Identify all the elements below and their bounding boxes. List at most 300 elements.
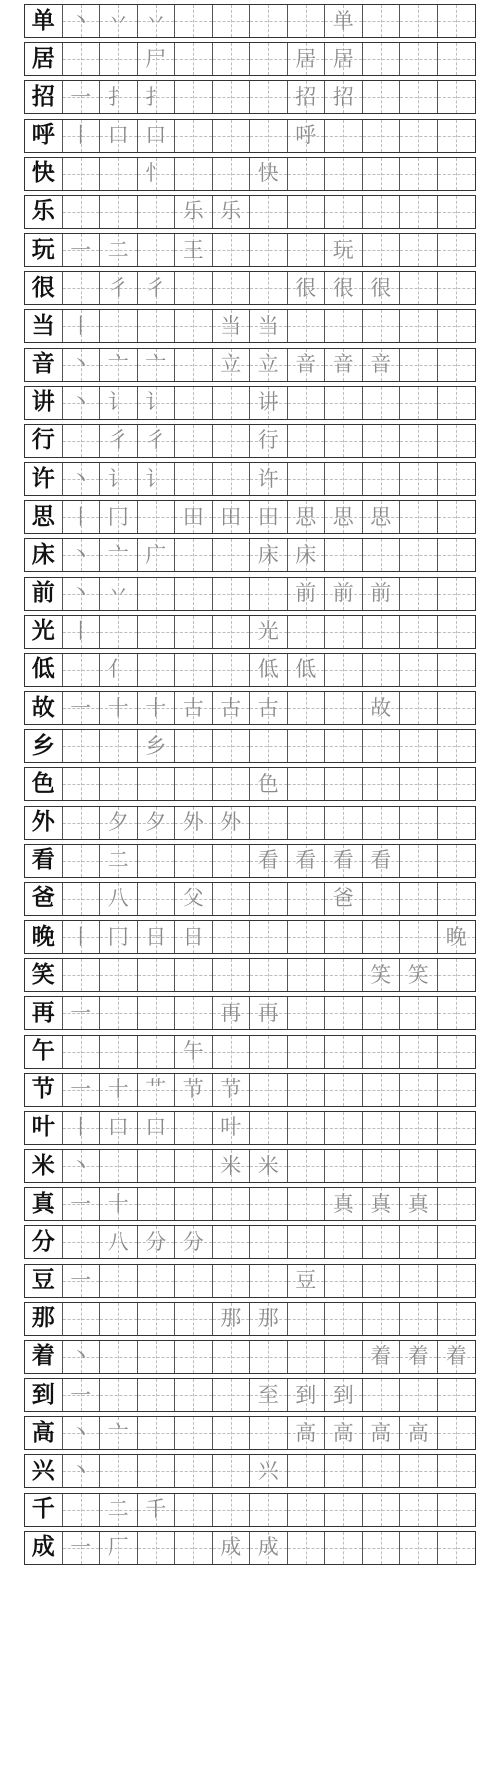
stroke-step-cell: [400, 1226, 438, 1258]
stroke-step-glyph: 二: [107, 237, 129, 262]
character-cell: [25, 463, 63, 495]
practice-row: [24, 1073, 476, 1107]
stroke-step-cell: [400, 234, 438, 266]
stroke-step-cell: [63, 501, 101, 533]
stroke-step-cell: [400, 196, 438, 228]
stroke-step-cell: [175, 959, 213, 991]
stroke-step-glyph: 古: [220, 695, 242, 720]
stroke-step-glyph: 行: [257, 428, 279, 453]
stroke-step-cell: [250, 1112, 288, 1144]
stroke-step-glyph: 丨: [70, 504, 92, 529]
stroke-step-cell: [250, 1455, 288, 1487]
stroke-step-cell: [363, 692, 401, 724]
stroke-step-glyph: 至: [257, 1382, 279, 1407]
stroke-step-cell: [175, 234, 213, 266]
stroke-step-cell: [175, 1188, 213, 1220]
stroke-step-cell: [213, 120, 251, 152]
stroke-step-glyph: 口: [145, 1115, 167, 1140]
practice-row: [24, 729, 476, 763]
stroke-step-cell: [250, 730, 288, 762]
stroke-step-cell: [213, 310, 251, 342]
stroke-step-glyph: 很: [370, 275, 392, 300]
stroke-step-cell: [250, 807, 288, 839]
stroke-step-cell: [63, 997, 101, 1029]
stroke-step-cell: [363, 463, 401, 495]
stroke-step-cell: [363, 387, 401, 419]
stroke-step-cell: [400, 1455, 438, 1487]
stroke-step-cell: [100, 234, 138, 266]
stroke-step-glyph: 十: [107, 1191, 129, 1216]
stroke-step-cell: [138, 1455, 176, 1487]
stroke-step-glyph: 低: [257, 657, 279, 682]
stroke-step-cell: [138, 1226, 176, 1258]
stroke-step-cell: [175, 692, 213, 724]
stroke-step-cell: [175, 1303, 213, 1335]
practice-row: [24, 653, 476, 687]
stroke-step-glyph: 忄: [145, 161, 167, 186]
stroke-step-cell: [100, 959, 138, 991]
stroke-step-glyph: 一: [70, 237, 92, 262]
stroke-step-glyph: 看: [332, 848, 354, 873]
stroke-step-cell: [175, 921, 213, 953]
stroke-step-glyph: 一: [70, 1000, 92, 1025]
practice-row: [24, 691, 476, 725]
stroke-step-cell: [138, 1188, 176, 1220]
character-cell: [25, 539, 63, 571]
stroke-step-cell: [213, 1036, 251, 1068]
stroke-step-cell: [138, 616, 176, 648]
stroke-step-cell: [400, 272, 438, 304]
stroke-step-cell: [100, 1226, 138, 1258]
stroke-step-cell: [288, 730, 326, 762]
stroke-step-glyph: 丨: [70, 619, 92, 644]
stroke-step-glyph: 着: [370, 1344, 392, 1369]
stroke-step-cell: [438, 921, 476, 953]
model-character: 讲: [31, 389, 55, 416]
stroke-step-glyph: 扌: [107, 84, 129, 109]
stroke-step-cell: [400, 730, 438, 762]
stroke-step-cell: [100, 463, 138, 495]
stroke-step-cell: [63, 616, 101, 648]
stroke-step-cell: [325, 1188, 363, 1220]
stroke-step-glyph: 古: [182, 695, 204, 720]
stroke-step-cell: [250, 845, 288, 877]
stroke-step-glyph: 当: [220, 313, 242, 338]
model-character: 外: [31, 809, 55, 836]
stroke-step-cell: [325, 1379, 363, 1411]
model-character: 色: [31, 770, 55, 797]
model-character: 招: [31, 83, 55, 110]
stroke-step-glyph: 看: [295, 848, 317, 873]
stroke-step-cell: [363, 234, 401, 266]
stroke-step-glyph: 一: [70, 1535, 92, 1560]
stroke-step-cell: [213, 5, 251, 37]
stroke-step-cell: [400, 425, 438, 457]
stroke-step-cell: [138, 272, 176, 304]
stroke-step-cell: [100, 768, 138, 800]
model-character: 叶: [31, 1114, 55, 1141]
stroke-step-cell: [63, 463, 101, 495]
practice-row: [24, 958, 476, 992]
model-character: 行: [31, 427, 55, 454]
stroke-step-cell: [400, 768, 438, 800]
stroke-step-cell: [213, 43, 251, 75]
stroke-step-cell: [175, 349, 213, 381]
stroke-step-cell: [288, 616, 326, 648]
stroke-step-cell: [250, 654, 288, 686]
practice-row: [24, 538, 476, 572]
stroke-step-cell: [438, 349, 476, 381]
practice-row: [24, 1225, 476, 1259]
stroke-step-cell: [100, 616, 138, 648]
stroke-step-glyph: 前: [332, 581, 354, 606]
character-cell: [25, 81, 63, 113]
character-cell: [25, 5, 63, 37]
stroke-step-cell: [363, 578, 401, 610]
stroke-step-cell: [63, 1379, 101, 1411]
stroke-step-cell: [438, 807, 476, 839]
stroke-step-cell: [213, 959, 251, 991]
stroke-step-cell: [400, 959, 438, 991]
stroke-step-glyph: 高: [370, 1420, 392, 1445]
stroke-step-glyph: 丨: [70, 924, 92, 949]
stroke-step-cell: [288, 196, 326, 228]
stroke-step-cell: [438, 959, 476, 991]
stroke-step-glyph: 招: [295, 84, 317, 109]
stroke-step-cell: [100, 654, 138, 686]
stroke-step-glyph: 口: [107, 1115, 129, 1140]
stroke-step-cell: [438, 1379, 476, 1411]
stroke-step-glyph: 呼: [295, 123, 317, 147]
stroke-step-cell: [325, 578, 363, 610]
stroke-step-glyph: 冂: [107, 924, 129, 949]
stroke-step-cell: [138, 1150, 176, 1182]
stroke-step-cell: [400, 883, 438, 915]
stroke-step-cell: [400, 1494, 438, 1526]
stroke-step-cell: [288, 539, 326, 571]
character-cell: [25, 1341, 63, 1373]
stroke-step-glyph: 十: [145, 695, 167, 720]
stroke-step-glyph: 丶: [70, 8, 92, 33]
stroke-step-cell: [250, 921, 288, 953]
stroke-step-cell: [288, 1455, 326, 1487]
stroke-step-glyph: 丶: [70, 542, 92, 567]
stroke-step-cell: [325, 349, 363, 381]
stroke-step-cell: [288, 43, 326, 75]
model-character: 故: [31, 694, 55, 721]
practice-row: [24, 1416, 476, 1450]
stroke-step-cell: [325, 463, 363, 495]
stroke-step-cell: [63, 768, 101, 800]
stroke-step-glyph: 再: [257, 1000, 279, 1025]
practice-row: [24, 1378, 476, 1412]
stroke-step-cell: [363, 5, 401, 37]
stroke-step-cell: [100, 1188, 138, 1220]
stroke-step-cell: [288, 234, 326, 266]
stroke-step-cell: [438, 1455, 476, 1487]
stroke-step-glyph: 着: [407, 1344, 429, 1369]
stroke-step-cell: [63, 1226, 101, 1258]
stroke-step-cell: [438, 501, 476, 533]
stroke-step-cell: [175, 807, 213, 839]
stroke-step-cell: [438, 1532, 476, 1564]
stroke-step-cell: [100, 81, 138, 113]
stroke-step-glyph: 思: [370, 504, 392, 529]
stroke-step-glyph: 十: [107, 695, 129, 720]
character-cell: [25, 1036, 63, 1068]
stroke-step-cell: [250, 1303, 288, 1335]
practice-row: [24, 233, 476, 267]
stroke-step-cell: [325, 692, 363, 724]
stroke-step-cell: [138, 883, 176, 915]
practice-row: [24, 1493, 476, 1527]
stroke-step-cell: [100, 692, 138, 724]
stroke-step-cell: [288, 883, 326, 915]
character-cell: [25, 616, 63, 648]
stroke-step-glyph: 王: [182, 237, 204, 262]
practice-row: [24, 1187, 476, 1221]
stroke-step-cell: [213, 883, 251, 915]
stroke-step-cell: [363, 1417, 401, 1449]
stroke-step-cell: [363, 883, 401, 915]
stroke-step-cell: [325, 234, 363, 266]
stroke-step-cell: [325, 120, 363, 152]
stroke-step-cell: [100, 310, 138, 342]
practice-row: [24, 42, 476, 76]
model-character: 很: [31, 274, 55, 301]
stroke-step-cell: [400, 1188, 438, 1220]
stroke-step-cell: [438, 845, 476, 877]
practice-row: [24, 1111, 476, 1145]
stroke-step-cell: [363, 539, 401, 571]
stroke-step-cell: [438, 1417, 476, 1449]
stroke-step-cell: [288, 768, 326, 800]
practice-row: [24, 882, 476, 916]
stroke-step-cell: [100, 501, 138, 533]
stroke-step-cell: [138, 578, 176, 610]
stroke-step-cell: [400, 1074, 438, 1106]
model-character: 玩: [31, 236, 55, 263]
stroke-step-glyph: 彳: [145, 428, 167, 453]
stroke-step-cell: [213, 845, 251, 877]
stroke-step-glyph: 丶: [70, 1458, 92, 1483]
stroke-step-cell: [363, 1150, 401, 1182]
character-cell: [25, 1417, 63, 1449]
stroke-step-glyph: 日: [145, 924, 167, 949]
stroke-step-glyph: 到: [295, 1382, 317, 1407]
character-cell: [25, 959, 63, 991]
stroke-step-cell: [100, 120, 138, 152]
stroke-step-cell: [138, 158, 176, 190]
stroke-step-cell: [250, 1150, 288, 1182]
stroke-step-cell: [363, 1188, 401, 1220]
stroke-step-cell: [175, 501, 213, 533]
stroke-step-cell: [325, 539, 363, 571]
stroke-step-cell: [250, 43, 288, 75]
stroke-step-glyph: 看: [370, 848, 392, 873]
character-cell: [25, 578, 63, 610]
stroke-step-cell: [250, 1494, 288, 1526]
stroke-step-cell: [138, 120, 176, 152]
stroke-step-cell: [100, 883, 138, 915]
stroke-step-cell: [63, 883, 101, 915]
stroke-step-glyph: 二: [107, 848, 129, 873]
stroke-step-cell: [438, 578, 476, 610]
stroke-step-cell: [438, 43, 476, 75]
stroke-step-glyph: 艹: [145, 1077, 167, 1102]
stroke-step-cell: [400, 1303, 438, 1335]
stroke-step-cell: [325, 81, 363, 113]
stroke-step-glyph: 那: [257, 1306, 279, 1331]
model-character: 光: [31, 618, 55, 645]
stroke-step-glyph: 八: [107, 1229, 129, 1254]
stroke-step-cell: [63, 1188, 101, 1220]
stroke-step-cell: [213, 196, 251, 228]
stroke-step-cell: [138, 692, 176, 724]
stroke-step-cell: [100, 196, 138, 228]
stroke-step-cell: [288, 654, 326, 686]
stroke-step-glyph: 田: [182, 504, 204, 529]
practice-row: [24, 157, 476, 191]
stroke-step-glyph: 叶: [220, 1115, 242, 1140]
stroke-step-cell: [288, 1150, 326, 1182]
character-cell: [25, 387, 63, 419]
stroke-step-cell: [100, 1112, 138, 1144]
stroke-step-cell: [363, 845, 401, 877]
stroke-step-cell: [325, 807, 363, 839]
stroke-step-cell: [63, 310, 101, 342]
stroke-step-cell: [63, 5, 101, 37]
stroke-step-glyph: 冂: [107, 504, 129, 529]
stroke-step-cell: [325, 196, 363, 228]
stroke-step-cell: [363, 616, 401, 648]
stroke-step-glyph: 丶: [70, 352, 92, 377]
stroke-step-glyph: 讠: [107, 466, 129, 491]
practice-row: [24, 500, 476, 534]
stroke-step-glyph: 乐: [220, 199, 242, 224]
stroke-step-cell: [325, 1417, 363, 1449]
model-character: 单: [31, 7, 55, 34]
stroke-step-cell: [250, 1036, 288, 1068]
practice-row: [24, 996, 476, 1030]
stroke-step-cell: [438, 81, 476, 113]
practice-row: [24, 767, 476, 801]
stroke-step-cell: [288, 81, 326, 113]
model-character: 笑: [31, 961, 55, 988]
stroke-step-cell: [288, 120, 326, 152]
stroke-step-cell: [175, 196, 213, 228]
stroke-step-cell: [363, 501, 401, 533]
stroke-step-glyph: 看: [257, 848, 279, 873]
practice-row: [24, 844, 476, 878]
stroke-step-cell: [250, 959, 288, 991]
model-character: 午: [31, 1038, 55, 1065]
stroke-step-cell: [213, 1532, 251, 1564]
stroke-step-glyph: 快: [257, 161, 279, 186]
stroke-step-cell: [213, 1379, 251, 1411]
stroke-step-cell: [363, 43, 401, 75]
stroke-step-glyph: 一: [70, 1382, 92, 1407]
stroke-step-cell: [325, 1074, 363, 1106]
model-character: 高: [31, 1419, 55, 1446]
stroke-step-cell: [250, 1188, 288, 1220]
model-character: 千: [31, 1496, 55, 1523]
stroke-step-cell: [100, 1532, 138, 1564]
stroke-step-cell: [288, 807, 326, 839]
stroke-step-cell: [325, 1265, 363, 1297]
practice-row: [24, 4, 476, 38]
stroke-step-cell: [175, 310, 213, 342]
stroke-step-cell: [363, 425, 401, 457]
stroke-step-cell: [288, 1417, 326, 1449]
stroke-step-cell: [363, 730, 401, 762]
character-cell: [25, 997, 63, 1029]
stroke-step-cell: [100, 1379, 138, 1411]
stroke-step-glyph: 丶: [70, 390, 92, 415]
stroke-step-cell: [438, 1112, 476, 1144]
stroke-step-cell: [288, 997, 326, 1029]
model-character: 米: [31, 1152, 55, 1179]
stroke-step-cell: [400, 310, 438, 342]
stroke-step-glyph: 光: [257, 619, 279, 644]
stroke-step-glyph: 玩: [332, 237, 354, 262]
stroke-step-cell: [250, 578, 288, 610]
stroke-step-glyph: 思: [295, 504, 317, 529]
practice-row: [24, 1531, 476, 1565]
stroke-step-cell: [250, 768, 288, 800]
stroke-step-cell: [363, 807, 401, 839]
stroke-step-glyph: 一: [70, 84, 92, 109]
stroke-step-cell: [250, 1532, 288, 1564]
stroke-step-cell: [288, 272, 326, 304]
model-character: 乡: [31, 732, 55, 759]
stroke-step-cell: [250, 463, 288, 495]
stroke-step-cell: [138, 310, 176, 342]
stroke-step-glyph: 床: [295, 542, 317, 567]
stroke-step-cell: [325, 1494, 363, 1526]
stroke-step-cell: [63, 1074, 101, 1106]
stroke-step-cell: [100, 1455, 138, 1487]
stroke-step-cell: [63, 959, 101, 991]
practice-row: [24, 615, 476, 649]
stroke-step-cell: [63, 845, 101, 877]
stroke-step-glyph: 晚: [445, 924, 467, 949]
stroke-step-cell: [100, 1036, 138, 1068]
model-character: 居: [31, 45, 55, 72]
stroke-step-cell: [213, 158, 251, 190]
stroke-step-cell: [288, 1036, 326, 1068]
stroke-step-glyph: 古: [257, 695, 279, 720]
stroke-step-glyph: 尸: [145, 46, 167, 71]
stroke-step-glyph: 丶: [70, 466, 92, 491]
model-character: 床: [31, 541, 55, 568]
practice-row: [24, 920, 476, 954]
stroke-step-cell: [63, 425, 101, 457]
stroke-step-cell: [213, 272, 251, 304]
stroke-step-cell: [100, 807, 138, 839]
stroke-step-glyph: 厂: [107, 1535, 129, 1560]
stroke-step-cell: [438, 387, 476, 419]
stroke-step-cell: [288, 5, 326, 37]
stroke-step-cell: [63, 654, 101, 686]
character-cell: [25, 234, 63, 266]
stroke-step-glyph: 米: [257, 1153, 279, 1178]
stroke-step-cell: [288, 578, 326, 610]
stroke-step-cell: [213, 1226, 251, 1258]
stroke-step-glyph: 口: [107, 123, 129, 147]
character-cell: [25, 845, 63, 877]
stroke-step-cell: [63, 43, 101, 75]
